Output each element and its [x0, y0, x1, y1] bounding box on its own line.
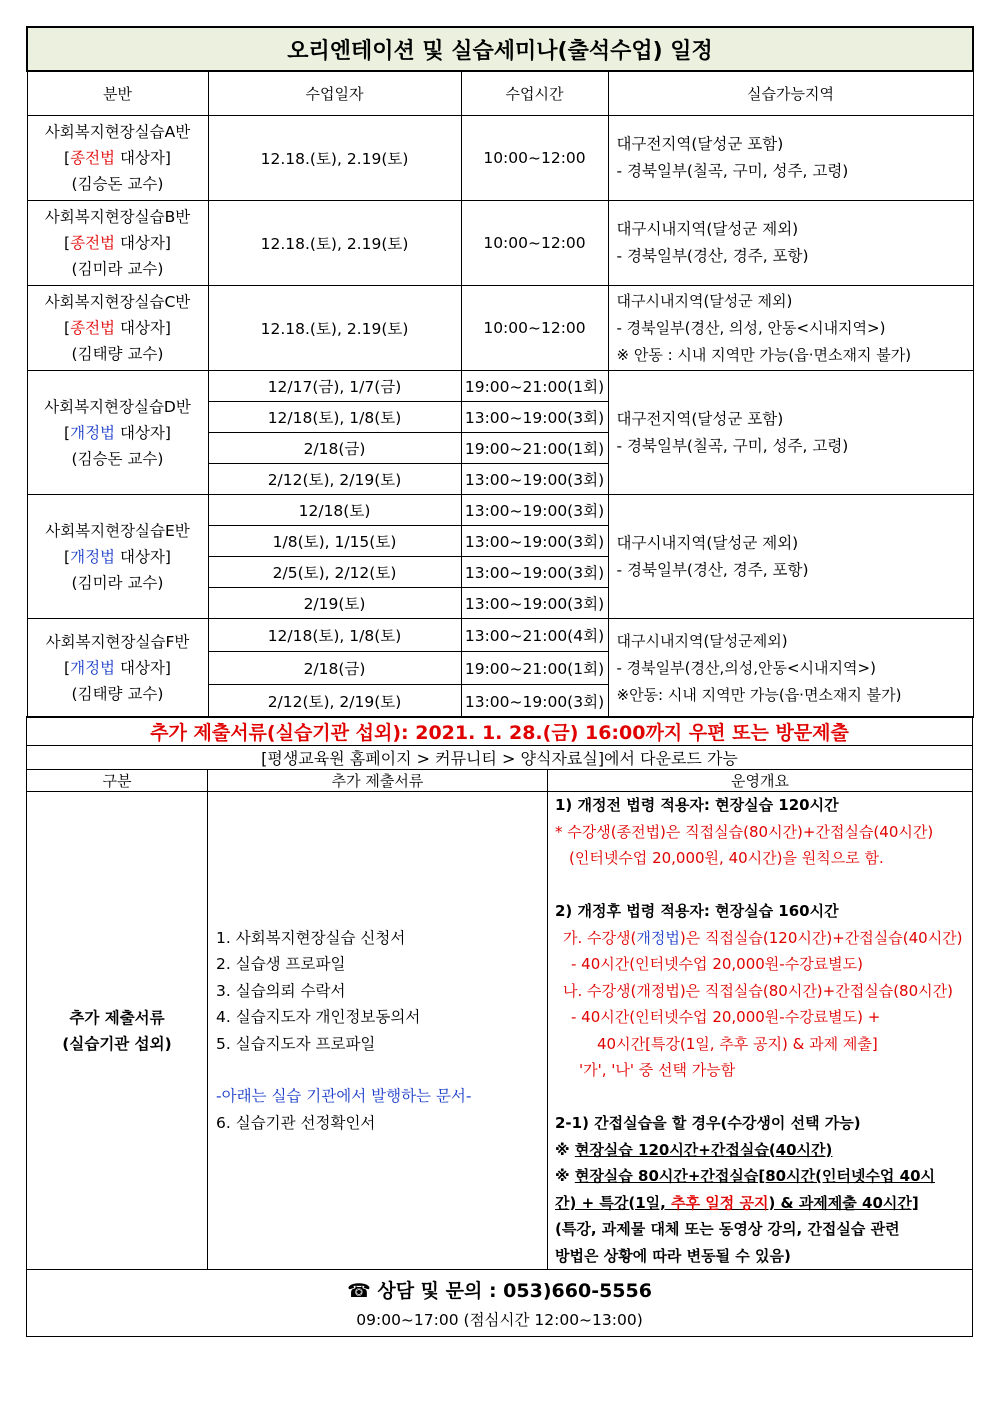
- session-date: 12/18(토), 1/8(토): [208, 402, 461, 433]
- session-time: 13:00~19:00(3회): [461, 557, 608, 588]
- session-time: 10:00~12:00: [461, 286, 608, 371]
- list-item: 5. 실습지도자 프로파일: [216, 1034, 376, 1053]
- list-item: 6. 실습기관 선정확인서: [216, 1113, 376, 1132]
- session-time: 13:00~19:00(3회): [461, 685, 608, 718]
- issuer-note: -아래는 실습 기관에서 발행하는 문서-: [216, 1087, 472, 1106]
- contact-cell: [27, 1270, 973, 1337]
- session-date: 1/8(토), 1/15(토): [208, 526, 461, 557]
- session-time: 13:00~19:00(3회): [461, 588, 608, 619]
- header-date: 수업일자: [208, 71, 461, 116]
- header-category: 구분: [27, 770, 208, 792]
- documents-table: [26, 716, 973, 1337]
- session-date: 2/12(토), 2/19(토): [208, 464, 461, 495]
- region: 대구전지역(달성군 포함) - 경북일부(칠곡, 구미, 성주, 고령): [608, 116, 973, 201]
- header-documents: 추가 제출서류: [208, 770, 548, 792]
- header-class: 분반: [27, 71, 208, 116]
- session-date: 2/19(토): [208, 588, 461, 619]
- overview-cell: 1) 개정전 법령 적용자: 현장실습 120시간 * 수강생(종전법)은 직접실습(80시간)+간접실습(40시간) (인터넷수업 20,000원, 40시간)을 원칙으로 함. 2) 개정후 법령 적용자: 현장실습 160시간 가. 수강생(개정법)은 직접실습(120시간)+간접실습(40시간) - 40시간(인터넷수업 20,000원-수강료별도) 나. 수강생(개정법)은 직접실습(80시간)+간접실습(80시간) - 40시간(인터넷수업 20,000원-수강료별도) + 40시간[특강(1일, 추후 공지) & 과제 제출] '가', '나' 중 선택 가능함 2-1) 간접실습을 할 경우(수강생이 선택 가능) ※ 현장실습 120시간+간접실습(40시간) ※ 현장실습 80시간+간접실습[80시간(인터넷수업 40시 간) + 특강(1일, 추후 일정 공지) & 과제제출 40시간] (특강, 과제물 대체 또는 동영상 강의, 간접실습 관련 방법은 상황에 따라 변동될 수 있음): [548, 792, 973, 1270]
- session-date: 2/12(토), 2/19(토): [208, 685, 461, 718]
- contact-label: 상담 및 문의 : 053)660-5556: [377, 1280, 652, 1302]
- session-date: 2/18(금): [208, 652, 461, 685]
- schedule-table: [26, 26, 974, 718]
- session-time: 13:00~19:00(3회): [461, 464, 608, 495]
- document-list: [208, 792, 548, 1270]
- header-time: 수업시간: [461, 71, 608, 116]
- region: 대구시내지역(달성군 제외) - 경북일부(경산, 의성, 안동<시내지역>) ※ 안동 : 시내 지역만 가능(읍·면소재지 불가): [608, 286, 973, 371]
- contact-hours: 09:00~17:00 (점심시간 12:00~13:00): [356, 1311, 643, 1329]
- session-date: 12.18.(토), 2.19(토): [208, 116, 461, 201]
- law-badge: 개정법: [70, 547, 116, 566]
- class-f: 사회복지현장실습F반 [개정법 대상자] (김태량 교수): [27, 619, 208, 718]
- session-date: 12/18(토): [208, 495, 461, 526]
- header-region: 실습가능지역: [608, 71, 973, 116]
- category-cell: 추가 제출서류 (실습기관 섭외): [27, 792, 208, 1270]
- session-time: 13:00~19:00(3회): [461, 402, 608, 433]
- session-date: 2/5(토), 2/12(토): [208, 557, 461, 588]
- session-date: 12/17(금), 1/7(금): [208, 371, 461, 402]
- class-d: 사회복지현장실습D반 [개정법 대상자] (김승돈 교수): [27, 371, 208, 495]
- list-item: 1. 사회복지현장실습 신청서: [216, 928, 406, 947]
- law-badge: 종전법: [70, 234, 116, 252]
- class-c: 사회복지현장실습C반 [종전법 대상자] (김태량 교수): [27, 286, 208, 371]
- law-badge: 종전법: [70, 149, 116, 167]
- list-item: 4. 실습지도자 개인정보동의서: [216, 1008, 421, 1027]
- session-time: 19:00~21:00(1회): [461, 433, 608, 464]
- session-time: 13:00~19:00(3회): [461, 495, 608, 526]
- session-time: 13:00~21:00(4회): [461, 619, 608, 652]
- session-time: 13:00~19:00(3회): [461, 526, 608, 557]
- region: 대구시내지역(달성군제외) - 경북일부(경산,의성,안동<시내지역>) ※안동: 시내 지역만 가능(읍·면소재지 불가): [608, 619, 973, 718]
- schedule-title: 오리엔테이션 및 실습세미나(출석수업) 일정: [27, 27, 973, 71]
- law-badge: 개정법: [70, 423, 116, 442]
- session-time: 19:00~21:00(1회): [461, 652, 608, 685]
- submission-banner: 추가 제출서류(실습기관 섭외): 2021. 1. 28.(금) 16:00까지 우편 또는 방문제출: [27, 717, 973, 746]
- class-a: 사회복지현장실습A반 [종전법 대상자] (김승돈 교수): [27, 116, 208, 201]
- session-time: 19:00~21:00(1회): [461, 371, 608, 402]
- region: 대구시내지역(달성군 제외) - 경북일부(경산, 경주, 포항): [608, 495, 973, 619]
- session-date: 12.18.(토), 2.19(토): [208, 286, 461, 371]
- header-overview: 운영개요: [548, 770, 973, 792]
- list-item: 2. 실습생 프로파일: [216, 955, 346, 974]
- class-b: 사회복지현장실습B반 [종전법 대상자] (김미라 교수): [27, 201, 208, 286]
- law-badge: 개정법: [70, 659, 116, 677]
- list-item: 3. 실습의뢰 수락서: [216, 981, 346, 1000]
- session-date: 12.18.(토), 2.19(토): [208, 201, 461, 286]
- session-time: 10:00~12:00: [461, 116, 608, 201]
- session-date: 12/18(토), 1/8(토): [208, 619, 461, 652]
- class-e: 사회복지현장실습E반 [개정법 대상자] (김미라 교수): [27, 495, 208, 619]
- session-date: 2/18(금): [208, 433, 461, 464]
- region: 대구전지역(달성군 포함) - 경북일부(칠곡, 구미, 성주, 고령): [608, 371, 973, 495]
- region: 대구시내지역(달성군 제외) - 경북일부(경산, 경주, 포항): [608, 201, 973, 286]
- download-notice: [평생교육원 홈페이지 > 커뮤니티 > 양식자료실]에서 다운로드 가능: [27, 746, 973, 770]
- session-time: 10:00~12:00: [461, 201, 608, 286]
- law-badge: 종전법: [70, 319, 116, 337]
- phone-icon: ☎: [347, 1280, 371, 1302]
